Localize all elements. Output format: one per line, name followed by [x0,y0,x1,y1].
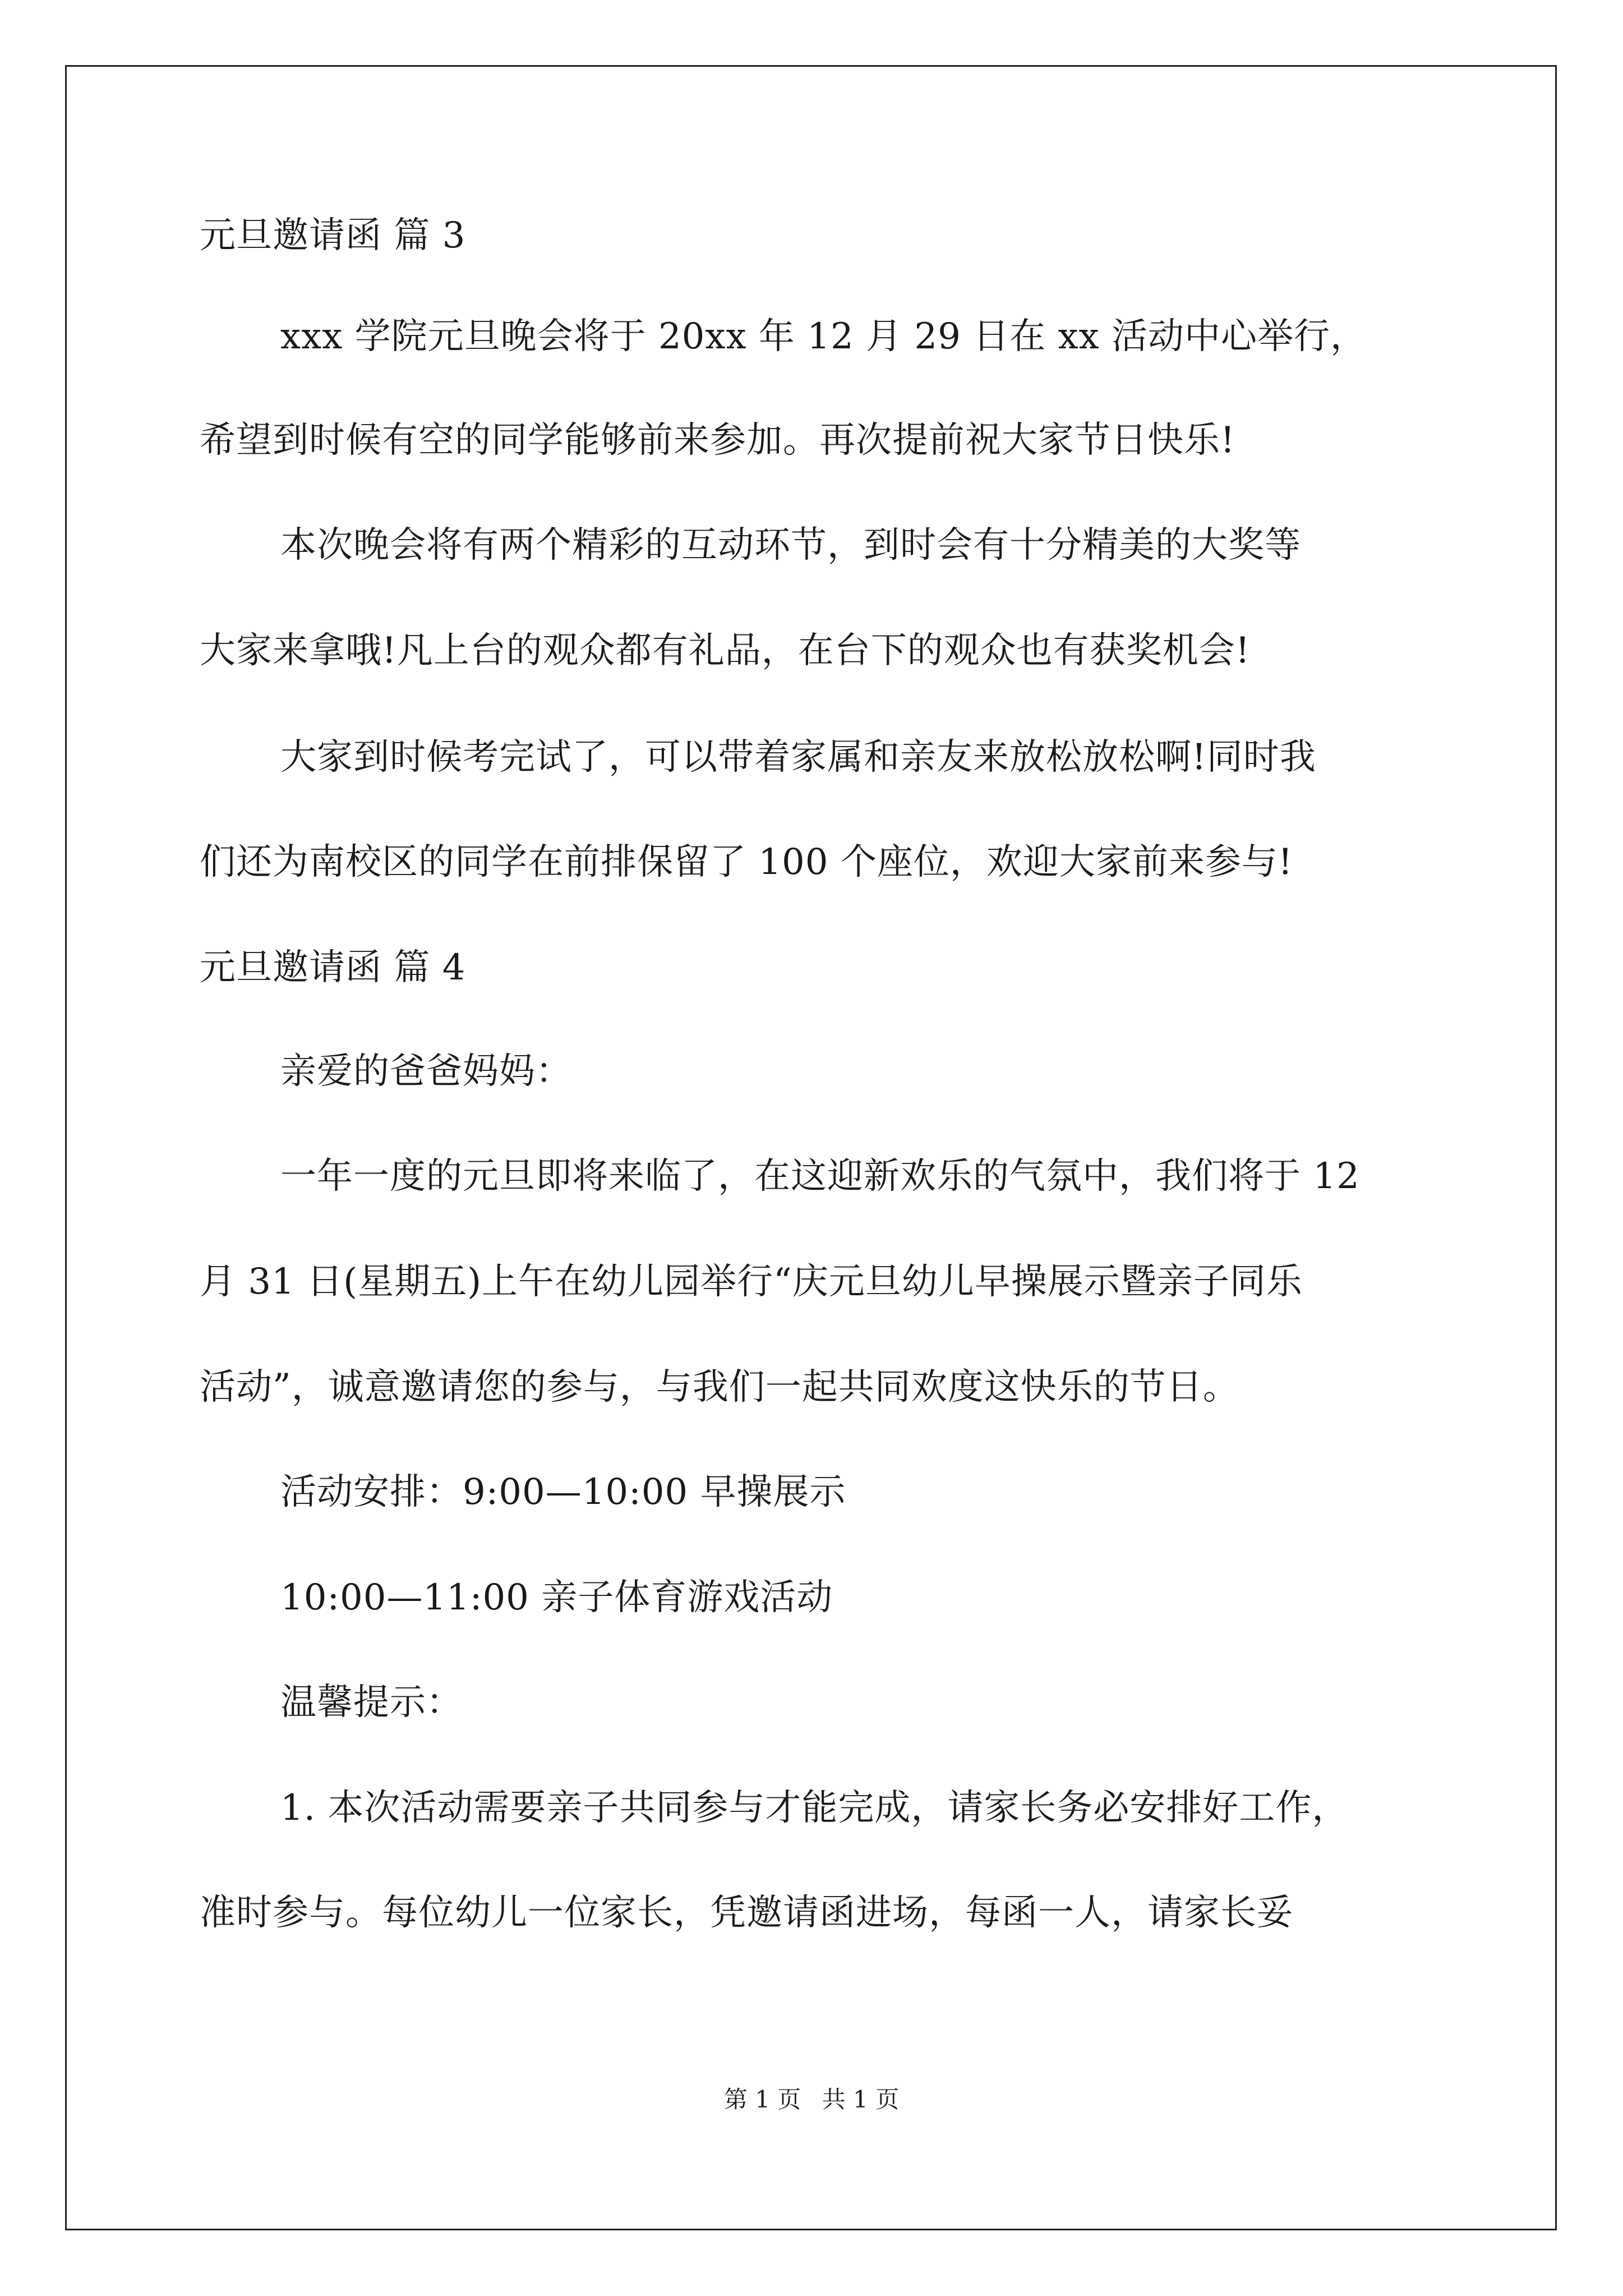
paragraph-line: 1. 本次活动需要亲子共同参与才能完成，请家长务必安排好工作， [280,1787,1349,1829]
paragraph-line: 活动”，诚意邀请您的参与，与我们一起共同欢度这快乐的节日。 [200,1366,1239,1408]
paragraph-line: 们还为南校区的同学在前排保留了 100 个座位，欢迎大家前来参与! [200,841,1293,883]
paragraph-line: 大家来拿哦!凡上台的观众都有礼品，在台下的观众也有获奖机会! [200,630,1251,671]
paragraph-line: 希望到时候有空的同学能够前来参加。再次提前祝大家节日快乐! [200,420,1235,461]
paragraph-line: 本次晚会将有两个精彩的互动环节，到时会有十分精美的大奖等 [280,524,1301,566]
paragraph-line: 月 31 日(星期五)上午在幼儿园举行“庆元旦幼儿早操展示暨亲子同乐 [200,1261,1303,1303]
paragraph-line: 大家到时候考完试了，可以带着家属和亲友来放松放松啊!同时我 [280,737,1316,778]
tips-heading: 温馨提示： [280,1682,463,1723]
section-heading-3: 元旦邀请函 篇 3 [200,215,466,256]
schedule-line: 10:00—11:00 亲子体育游戏活动 [280,1577,833,1618]
paragraph-line: 一年一度的元旦即将来临了，在这迎新欢乐的气氛中，我们将于 12 [280,1156,1360,1197]
page-footer [0,2084,1623,2115]
page-total: 共 1 页 [822,2086,900,2113]
schedule-line: 活动安排：9:00—10:00 早操展示 [280,1471,846,1513]
paragraph-line: 准时参与。每位幼儿一位家长，凭邀请函进场，每函一人，请家长妥 [200,1892,1293,1934]
paragraph-line: xxx 学院元旦晚会将于 20xx 年 12 月 29 日在 xx 活动中心举行， [280,316,1367,357]
section-heading-4: 元旦邀请函 篇 4 [200,947,466,988]
salutation: 亲爱的爸爸妈妈： [280,1051,572,1092]
page-number: 第 1 页 [723,2086,801,2113]
